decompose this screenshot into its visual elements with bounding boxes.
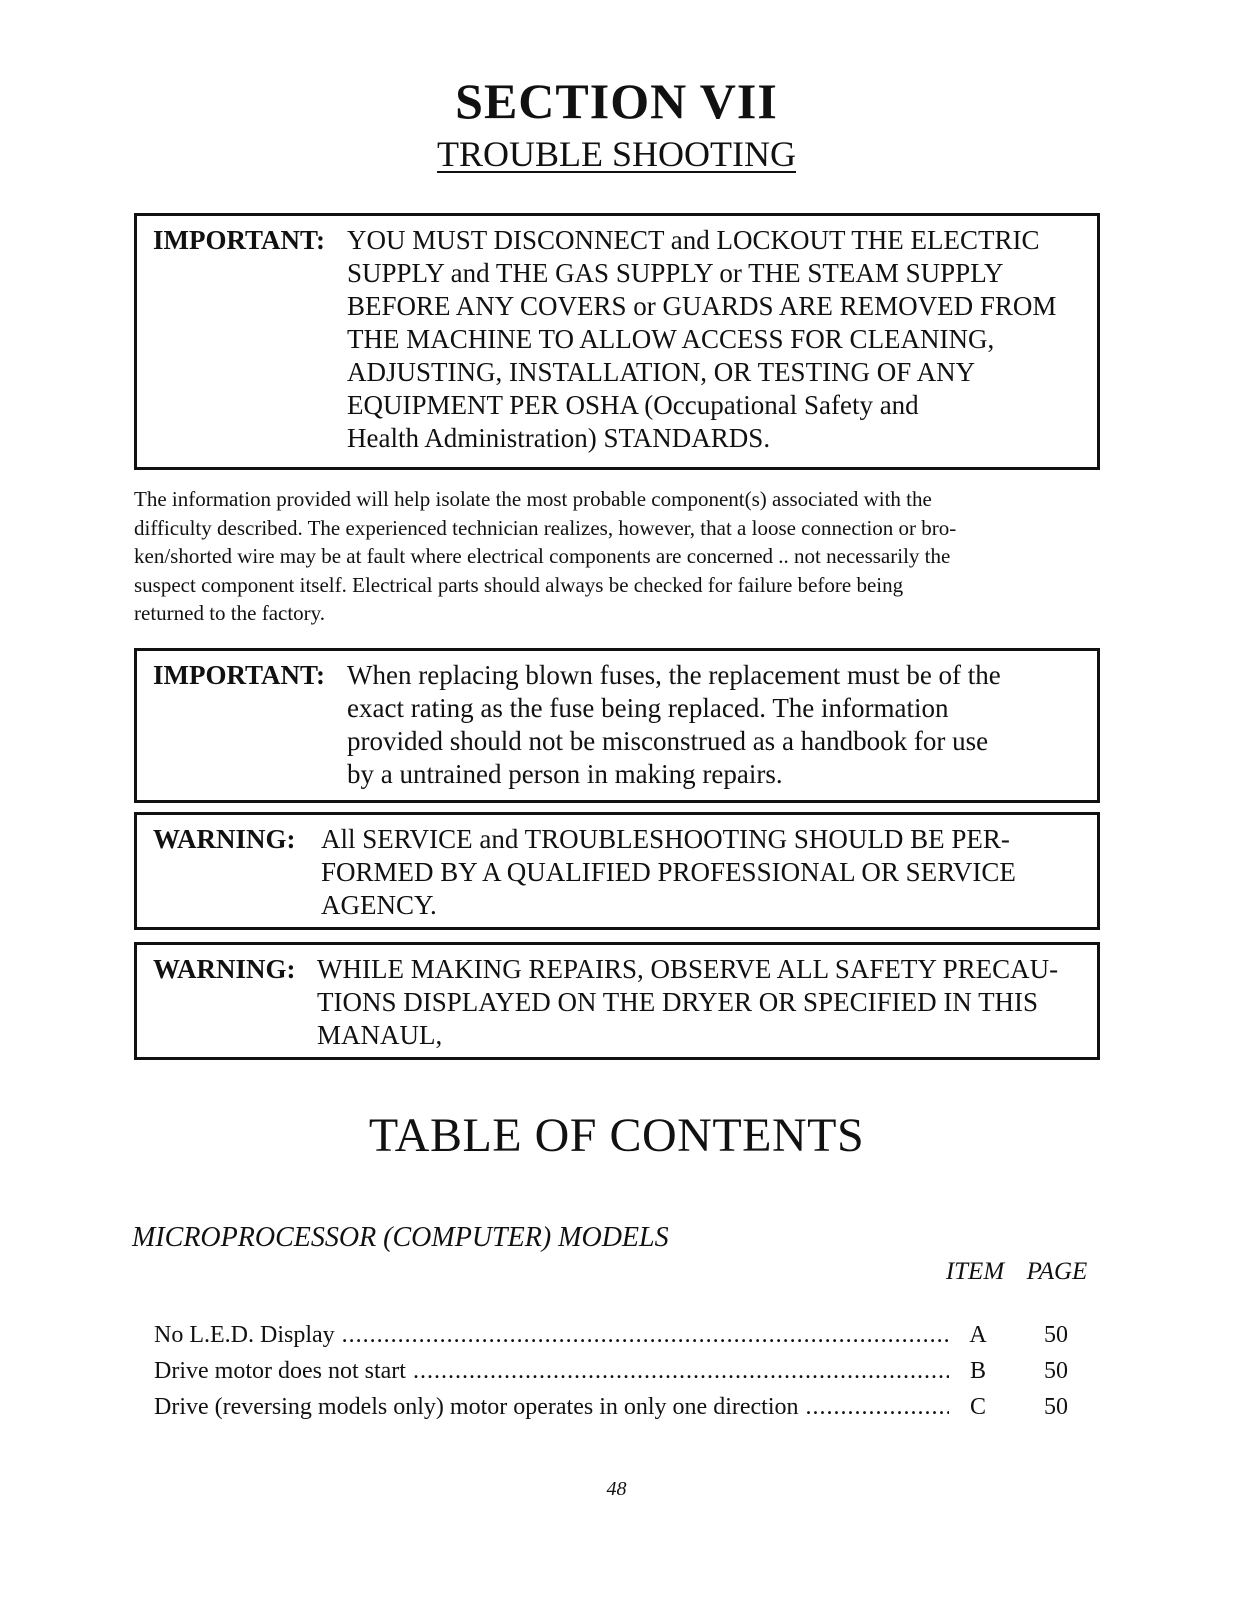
notice-label: WARNING:	[153, 954, 296, 984]
intro-line: suspect component itself. Electrical parts should always be checked for failure before being	[134, 572, 904, 597]
warning-notice-service	[134, 812, 1100, 930]
notice-text	[347, 224, 1079, 455]
toc-row[interactable]	[154, 1358, 1094, 1394]
notice-label: IMPORTANT:	[153, 660, 326, 690]
warning-notice-repairs	[134, 942, 1100, 1060]
notice-line: When replacing blown fuses, the replacement must be of the	[347, 660, 1001, 690]
toc-row[interactable]	[154, 1394, 1094, 1430]
page-number: 48	[606, 1478, 627, 1500]
section-subtitle: TROUBLE SHOOTING	[437, 134, 796, 174]
notice-line: TIONS DISPLAYED ON THE DRYER OR SPECIFIED IN THIS	[317, 987, 1039, 1017]
toc-entry-item: C	[969, 1394, 986, 1420]
notice-text	[347, 659, 1079, 791]
toc-column-page: PAGE	[1026, 1258, 1088, 1285]
toc-entry-page: 50	[1044, 1358, 1068, 1384]
intro-line: returned to the factory.	[134, 601, 326, 625]
notice-line: provided should not be misconstrued as a handbook for use	[347, 726, 989, 756]
section-title: SECTION VII	[455, 73, 778, 129]
toc-subtitle: MICROPROCESSOR (COMPUTER) MODELS	[132, 1222, 669, 1253]
important-notice-lockout	[134, 213, 1100, 470]
toc-entry-page: 50	[1044, 1322, 1068, 1348]
notice-line: BEFORE ANY COVERS or GUARDS ARE REMOVED FROM	[347, 291, 1057, 321]
notice-line: FORMED BY A QUALIFIED PROFESSIONAL OR SERVICE	[321, 857, 1016, 887]
notice-label: WARNING:	[153, 824, 296, 854]
toc-title: TABLE OF CONTENTS	[368, 1109, 865, 1162]
intro-line: The information provided will help isolate the most probable component(s) associated with the	[134, 487, 932, 511]
toc-entry-text: Drive motor does not start .....	[154, 1358, 949, 1385]
toc-entry-text: No L.E.D. Display .....	[154, 1322, 949, 1349]
intro-line: difficulty described. The experienced technician realizes, however, that a loose connection or bro-	[134, 515, 957, 540]
toc-row[interactable]	[154, 1322, 1094, 1358]
notice-line: ADJUSTING, INSTALLATION, OR TESTING OF ANY	[347, 357, 976, 387]
notice-line: THE MACHINE TO ALLOW ACCESS FOR CLEANING,	[347, 324, 995, 354]
notice-label: IMPORTANT:	[153, 225, 326, 255]
notice-line: SUPPLY and THE GAS SUPPLY or THE STEAM SUPPLY	[347, 258, 1004, 288]
notice-line: exact rating as the fuse being replaced. The information	[347, 693, 949, 723]
important-notice-fuses	[134, 648, 1100, 803]
notice-line: MANAUL,	[317, 1020, 443, 1050]
notice-line: WHILE MAKING REPAIRS, OBSERVE ALL SAFETY PRECAU-	[317, 954, 1059, 984]
toc-entry-page: 50	[1044, 1394, 1068, 1420]
notice-line: by a untrained person in making repairs.	[347, 759, 783, 789]
toc-entry-item: B	[969, 1358, 986, 1384]
notice-line: All SERVICE and TROUBLESHOOTING SHOULD BE PER-	[321, 824, 1010, 854]
notice-line: YOU MUST DISCONNECT and LOCKOUT THE ELECTRIC	[347, 225, 1040, 255]
notice-line: Health Administration) STANDARDS.	[347, 423, 771, 453]
notice-line: EQUIPMENT PER OSHA (Occupational Safety and	[347, 390, 919, 420]
intro-line: ken/shorted wire may be at fault where electrical components are concerned .. not necessarily the	[134, 544, 951, 568]
toc-entry-item: A	[969, 1322, 987, 1348]
notice-line: AGENCY.	[321, 890, 437, 920]
notice-text	[317, 953, 1079, 1052]
toc-entry-text: Drive (reversing models only) motor operates in only one direction .....	[154, 1394, 949, 1421]
notice-text	[321, 823, 1079, 922]
intro-paragraph	[134, 485, 1084, 628]
toc-column-item: ITEM	[945, 1258, 1005, 1285]
